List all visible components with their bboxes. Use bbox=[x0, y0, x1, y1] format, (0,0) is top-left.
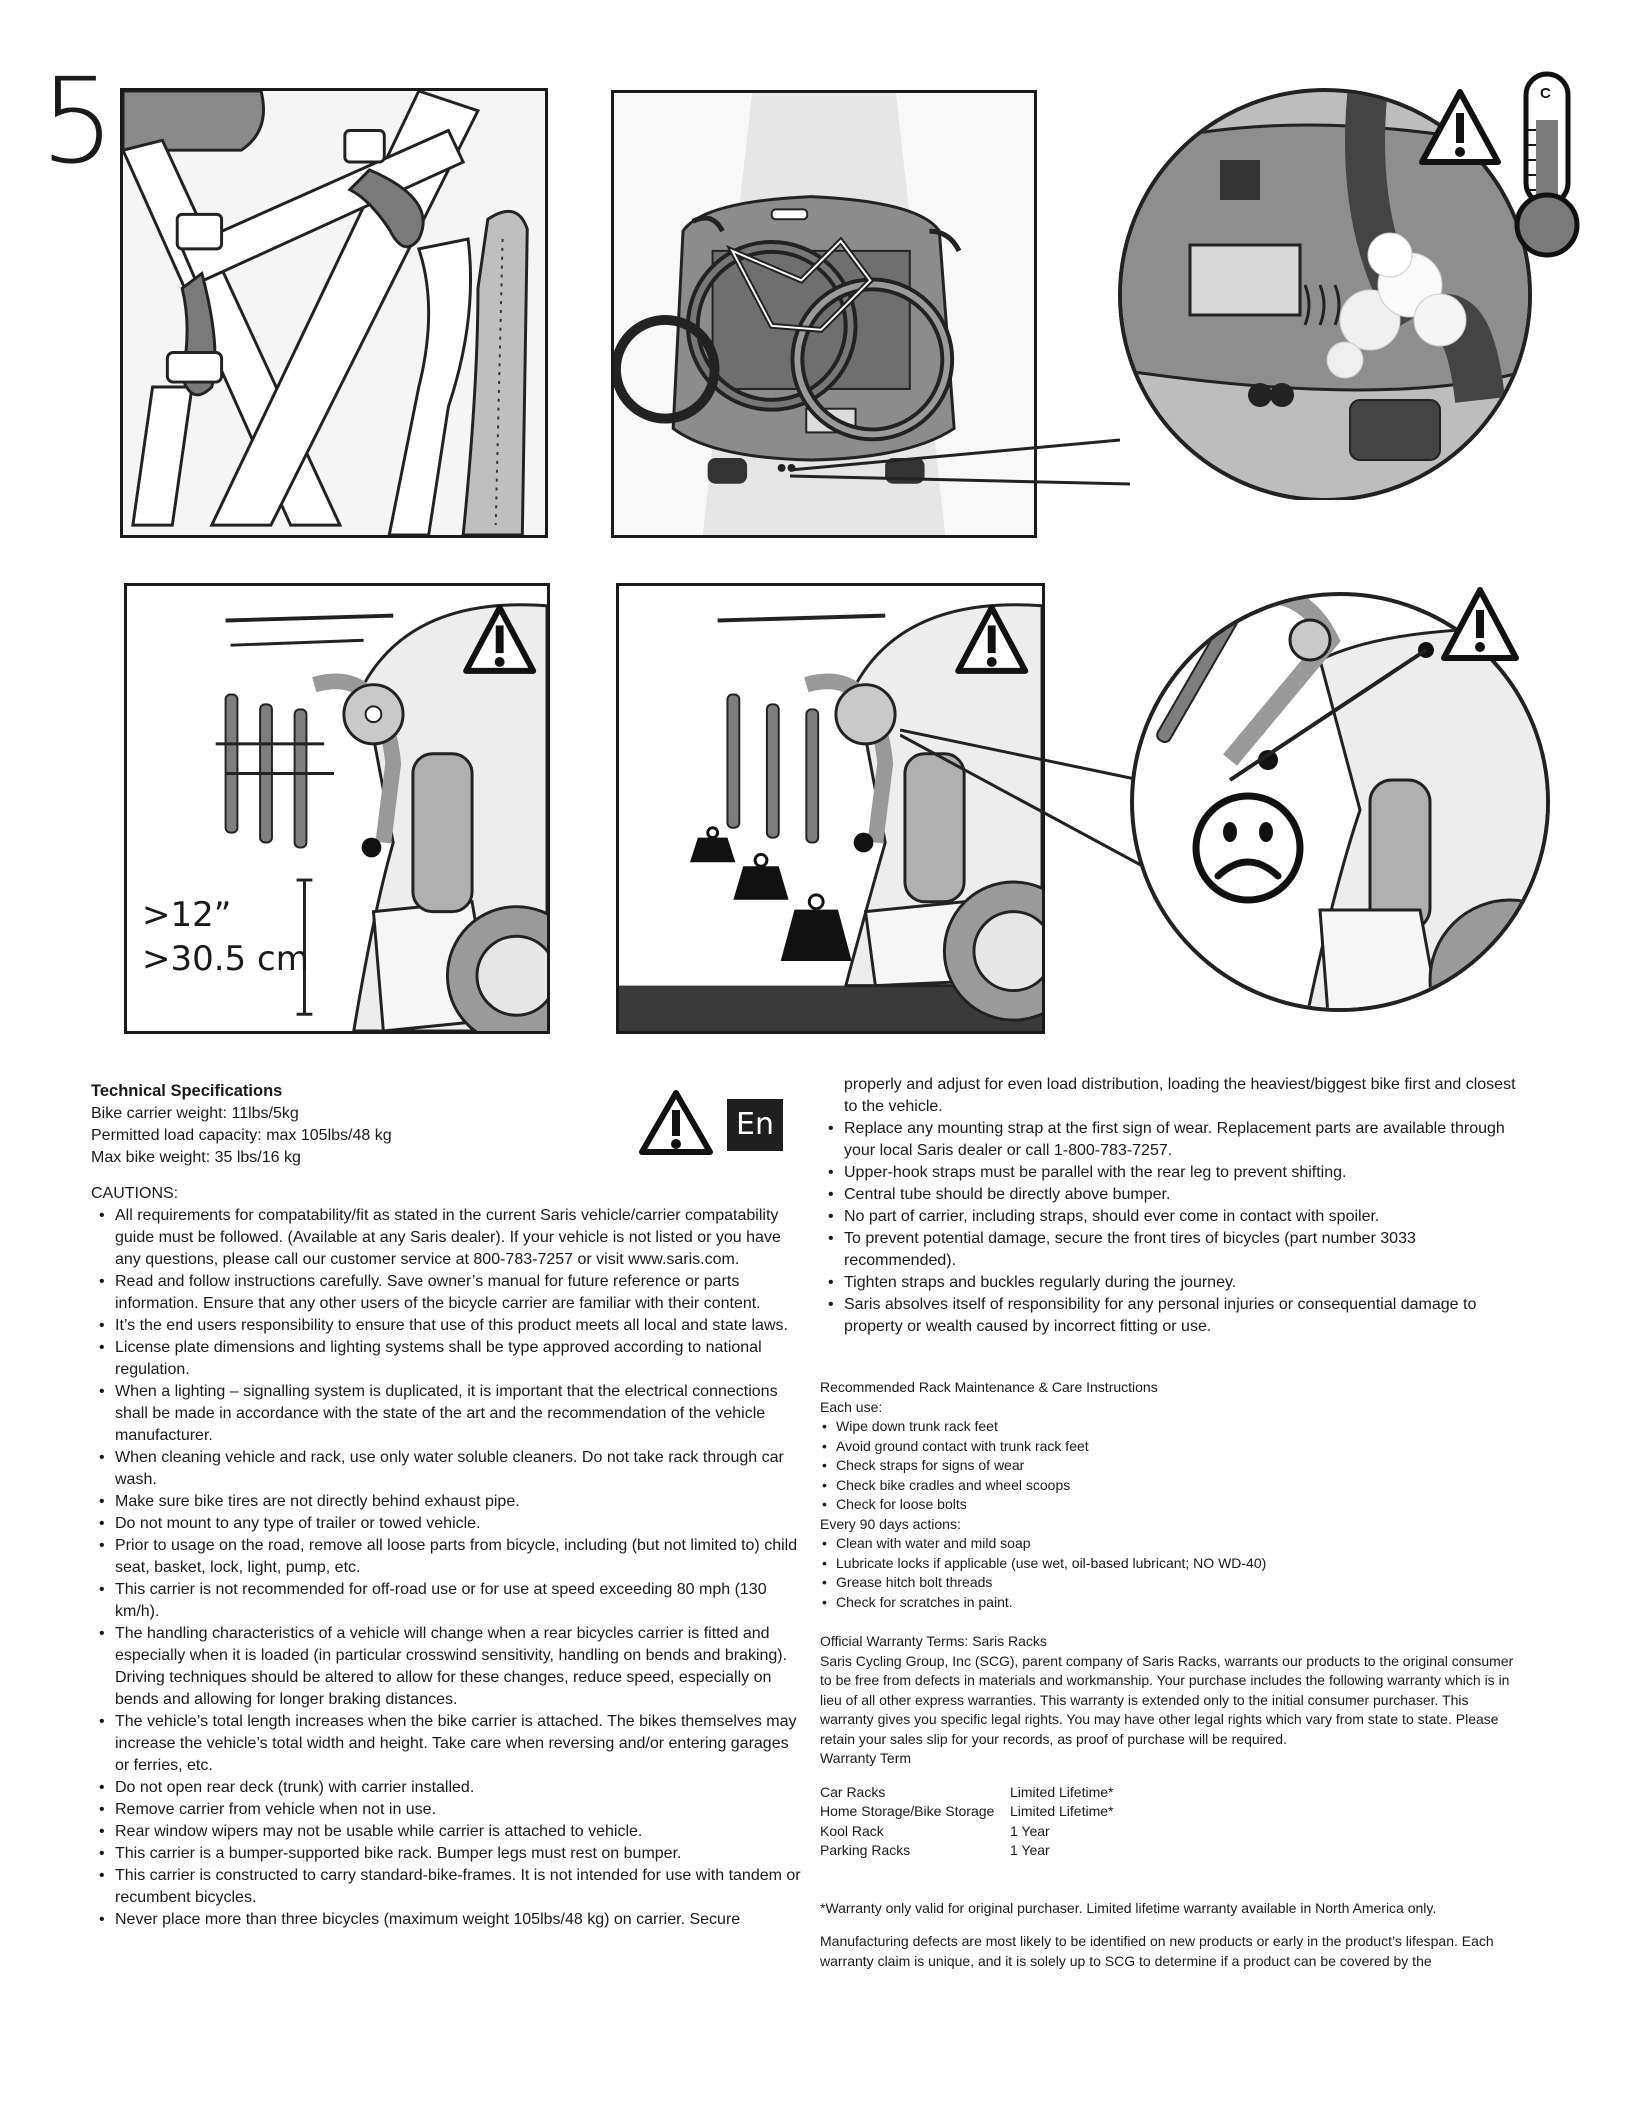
warranty-term-label: Warranty Term bbox=[820, 1750, 912, 1766]
list-item: • The handling characteristics of a vehicle will change when a rear bicycles carrier is fitted and especially when it is loaded (in particular crosswind sensitivity, handling on bends and braking). Driving techniques should be altered to allow for these changes, reduce speed, especially on bends and allowing for longer braking distances. bbox=[91, 1623, 801, 1711]
cautions-title: CAUTIONS: bbox=[91, 1185, 179, 1202]
left-text-column bbox=[91, 1082, 801, 1931]
list-item: • Never place more than three bicycles (maximum weight 105lbs/48 kg) on carrier. Secure bbox=[91, 1909, 801, 1931]
list-item: • Grease hitch bolt threads bbox=[820, 1573, 1520, 1593]
language-badge: En bbox=[727, 1099, 783, 1151]
list-item: • License plate dimensions and lighting systems shall be type approved according to national regulation. bbox=[91, 1337, 801, 1381]
warning-triangle-icon bbox=[1444, 590, 1516, 658]
list-item: • Check for loose bolts bbox=[820, 1495, 1520, 1515]
list-item: • Check bike cradles and wheel scoops bbox=[820, 1476, 1520, 1496]
list-item: • Central tube should be directly above bumper. bbox=[820, 1184, 1520, 1206]
list-item: • This carrier is not recommended for off-road use or for use at speed exceeding 80 mph (130 km/h). bbox=[91, 1579, 801, 1623]
list-item: • To prevent potential damage, secure the front tires of bicycles (part number 3033 recommended). bbox=[820, 1228, 1520, 1272]
clearance-measurement bbox=[142, 893, 309, 981]
list-item: • This carrier is a bumper-supported bike rack. Bumper legs must rest on bumper. bbox=[91, 1843, 801, 1865]
list-item: • Upper-hook straps must be parallel with the rear leg to prevent shifting. bbox=[820, 1162, 1520, 1184]
list-item: • When a lighting – signalling system is duplicated, it is important that the electrical connections shall be made in accordance with the state of the art and the recommendation of the vehicle manufacturer. bbox=[91, 1381, 801, 1447]
warranty-product-cell: Home Storage/Bike Storage bbox=[820, 1803, 995, 1819]
warranty-product-cell: Kool Rack bbox=[820, 1822, 884, 1839]
cautions-list-left bbox=[91, 1205, 801, 1931]
warranty-footnote: *Warranty only valid for original purchaser. Limited lifetime warranty available in North America only. bbox=[820, 1899, 1437, 1916]
warranty-product-cell: Car Racks bbox=[820, 1783, 886, 1800]
warranty-product-cell: Parking Racks bbox=[820, 1842, 911, 1858]
table-row bbox=[820, 1802, 1114, 1822]
tech-specs-list bbox=[91, 1103, 801, 1169]
strap-closeup-illustration bbox=[120, 88, 548, 538]
list-item: • Avoid ground contact with trunk rack feet bbox=[820, 1437, 1520, 1457]
list-item: • Saris absolves itself of responsibility for any personal injuries or consequential damage to property or wealth caused by incorrect fitting or use. bbox=[820, 1294, 1520, 1338]
warranty-title: Official Warranty Terms: Saris Racks bbox=[820, 1633, 1047, 1649]
list-item: • The vehicle’s total length increases when the bike carrier is attached. The bikes themselves may increase the vehicle’s total width and height. Take care when reversing and/or entering garages or ferries, etc. bbox=[91, 1711, 801, 1777]
maintenance-title: Recommended Rack Maintenance & Care Instructions bbox=[820, 1379, 1158, 1395]
each-use-label: Each use: bbox=[820, 1398, 883, 1415]
each-use-list bbox=[820, 1417, 1520, 1515]
clearance-centimeters: >30.5 cm bbox=[142, 939, 309, 979]
spoiler-warning-callout bbox=[900, 580, 1632, 1050]
warranty-term-cell: Limited Lifetime* bbox=[1010, 1803, 1114, 1819]
tech-spec-line: Permitted load capacity: max 105lbs/48 kg bbox=[91, 1127, 392, 1144]
list-item: • When cleaning vehicle and rack, use only water soluble cleaners. Do not take rack through car wash. bbox=[91, 1447, 801, 1491]
list-item: • Prior to usage on the road, remove all loose parts from bicycle, including (but not limited to) child seat, basket, lock, light, pump, etc. bbox=[91, 1535, 801, 1579]
list-item: • Check for scratches in paint. bbox=[820, 1593, 1520, 1613]
warranty-body: Saris Cycling Group, Inc (SCG), parent company of Saris Racks, warrants our products to the original consumer to be free from defects in materials and workmanship. Your purchase includes the following warranty which is in lieu of all other express warranties. This warranty is extended only to the initial consumer purchaser. This warranty gives you specific legal rights. You may have other legal rights which vary from state to state. Please retain your sales slip for your records, as proof of purchase will be required. bbox=[820, 1652, 1514, 1747]
list-item: • This carrier is constructed to carry standard-bike-frames. It is not intended for use with tandem or recumbent bicycles. bbox=[91, 1865, 801, 1909]
list-item: • Read and follow instructions carefully. Save owner’s manual for future reference or parts information. Ensure that any other users of the bicycle carrier are familiar with their content. bbox=[91, 1271, 801, 1315]
table-row bbox=[820, 1841, 1114, 1861]
list-item: • Wipe down trunk rack feet bbox=[820, 1417, 1520, 1437]
right-text-column bbox=[820, 1074, 1520, 1338]
list-item: • Make sure bike tires are not directly behind exhaust pipe. bbox=[91, 1491, 801, 1513]
list-item: • Tighten straps and buckles regularly during the journey. bbox=[820, 1272, 1520, 1294]
list-item: • Lubricate locks if applicable (use wet, oil-based lubricant; NO WD-40) bbox=[820, 1554, 1520, 1574]
maintenance-section bbox=[820, 1378, 1520, 1612]
warranty-term-cell: 1 Year bbox=[1010, 1842, 1050, 1858]
warranty-section bbox=[820, 1632, 1520, 1971]
warranty-term-cell: Limited Lifetime* bbox=[1010, 1783, 1114, 1800]
thermometer-unit-label: C bbox=[1540, 85, 1551, 102]
caution-continuation: properly and adjust for even load distribution, loading the heaviest/biggest bike first and closest to the vehicle. bbox=[844, 1076, 1516, 1115]
exhaust-callout-bubble bbox=[790, 70, 1632, 500]
list-item: • Replace any mounting strap at the first sign of wear. Replacement parts are available through your local Saris dealer or call 1-800-783-7257. bbox=[820, 1118, 1520, 1162]
list-item: • No part of carrier, including straps, should ever come in contact with spoiler. bbox=[820, 1206, 1520, 1228]
list-item: • All requirements for compatability/fit as stated in the current Saris vehicle/carrier compatability guide must be followed. (Available at any Saris dealer). If your vehicle is not listed or you have any questions, please call our customer service at 800-783-7257 or visit www.saris.com. bbox=[91, 1205, 801, 1271]
ninety-day-list bbox=[820, 1534, 1520, 1612]
list-item: • It’s the end users responsibility to ensure that use of this product meets all local and state laws. bbox=[91, 1315, 801, 1337]
ninety-day-label: Every 90 days actions: bbox=[820, 1515, 961, 1532]
warranty-term-cell: 1 Year bbox=[1010, 1822, 1050, 1839]
cautions-list-right bbox=[820, 1118, 1520, 1338]
table-row bbox=[820, 1822, 1114, 1842]
list-item: • Check straps for signs of wear bbox=[820, 1456, 1520, 1476]
tech-spec-line: Max bike weight: 35 lbs/16 kg bbox=[91, 1149, 301, 1166]
list-item: • Do not open rear deck (trunk) with carrier installed. bbox=[91, 1777, 801, 1799]
list-item: • Rear window wipers may not be usable while carrier is attached to vehicle. bbox=[91, 1821, 801, 1843]
warranty-term-table bbox=[820, 1783, 1114, 1861]
tech-specs-title: Technical Specifications bbox=[91, 1082, 283, 1100]
tech-spec-line: Bike carrier weight: 11lbs/5kg bbox=[91, 1105, 299, 1122]
manufacturing-defects-text: Manufacturing defects are most likely to be identified on new products or early in the product’s lifespan. Each warranty claim is unique, and it is solely up to SCG to determine if a product can be covered by the bbox=[820, 1933, 1494, 1969]
clearance-inches: >12” bbox=[142, 895, 232, 935]
sad-face-icon bbox=[1196, 796, 1300, 900]
list-item: • Remove carrier from vehicle when not in use. bbox=[91, 1799, 801, 1821]
step-number: 5 bbox=[40, 52, 116, 190]
table-row bbox=[820, 1783, 1114, 1803]
list-item: • Do not mount to any type of trailer or towed vehicle. bbox=[91, 1513, 801, 1535]
list-item: • Clean with water and mild soap bbox=[820, 1534, 1520, 1554]
thermometer-icon bbox=[1517, 74, 1577, 255]
